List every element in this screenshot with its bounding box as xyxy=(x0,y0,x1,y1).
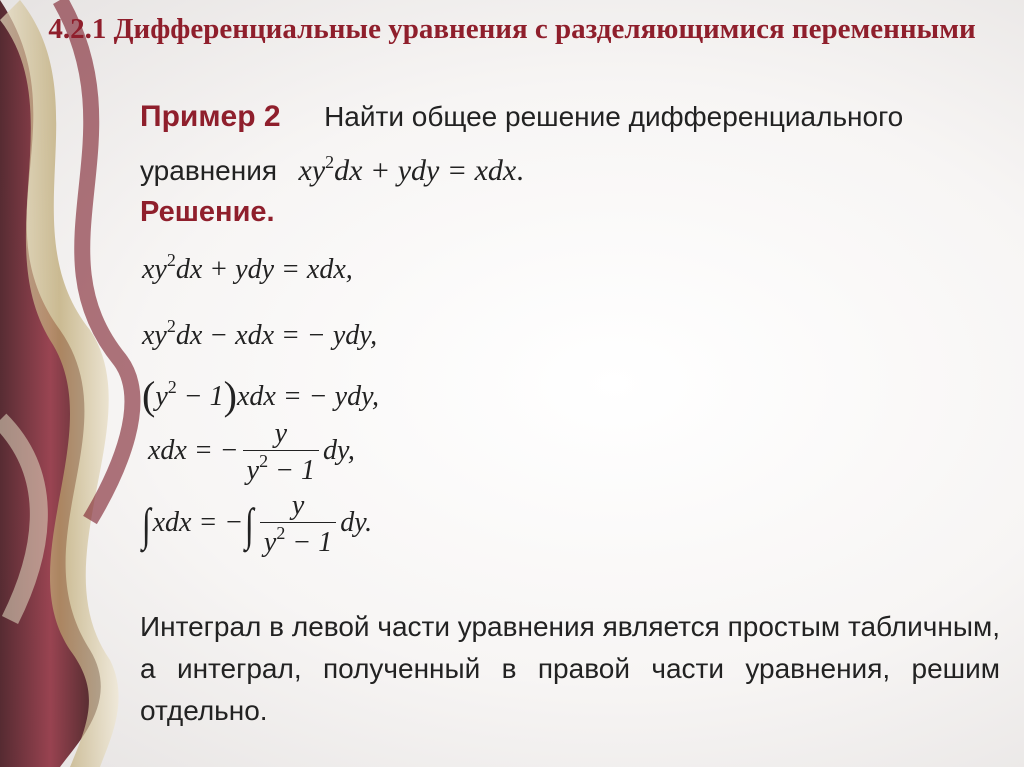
equation-5: ∫xdx = −∫ $\frac{y}{y^2 - 1}$ dy. xyxy=(141,490,373,558)
equation-2: $xy^2dx$ − xdx = − ydy, xyxy=(142,316,378,351)
equation-4: xdx = − $\frac{y}{y^2 - 1}$ dy, xyxy=(148,418,355,486)
task-text-2: уравнения xyxy=(140,155,278,186)
example-label: Пример 2 xyxy=(140,100,281,133)
task-text-1: Найти общее решение дифференциального xyxy=(324,101,904,132)
explanation-paragraph: Интеграл в левой части уравнения является простым табличным, а интеграл, полученный в правой части уравнения, решим отдельно. xyxy=(140,611,1000,726)
solution-label: Решение. xyxy=(140,196,275,228)
decorative-ribbons xyxy=(0,0,150,767)
equation-3: $(y^2 - 1)xdx$ = − ydy, xyxy=(142,373,379,418)
slide-title: 4.2.1 Дифференциальные уравнения с разделяющимися переменными xyxy=(48,13,976,45)
task-line-1 xyxy=(140,100,903,134)
fraction: $\frac{y}{y^2 - 1}$ xyxy=(243,418,319,487)
fraction: $\frac{y}{y^2 - 1}$ xyxy=(260,490,336,559)
equation-1: $xy^2dx$ + ydy = xdx, xyxy=(142,250,353,285)
task-equation: $xy^2dx$ + ydy = xdx. xyxy=(298,152,524,187)
task-line-2 xyxy=(140,152,524,188)
